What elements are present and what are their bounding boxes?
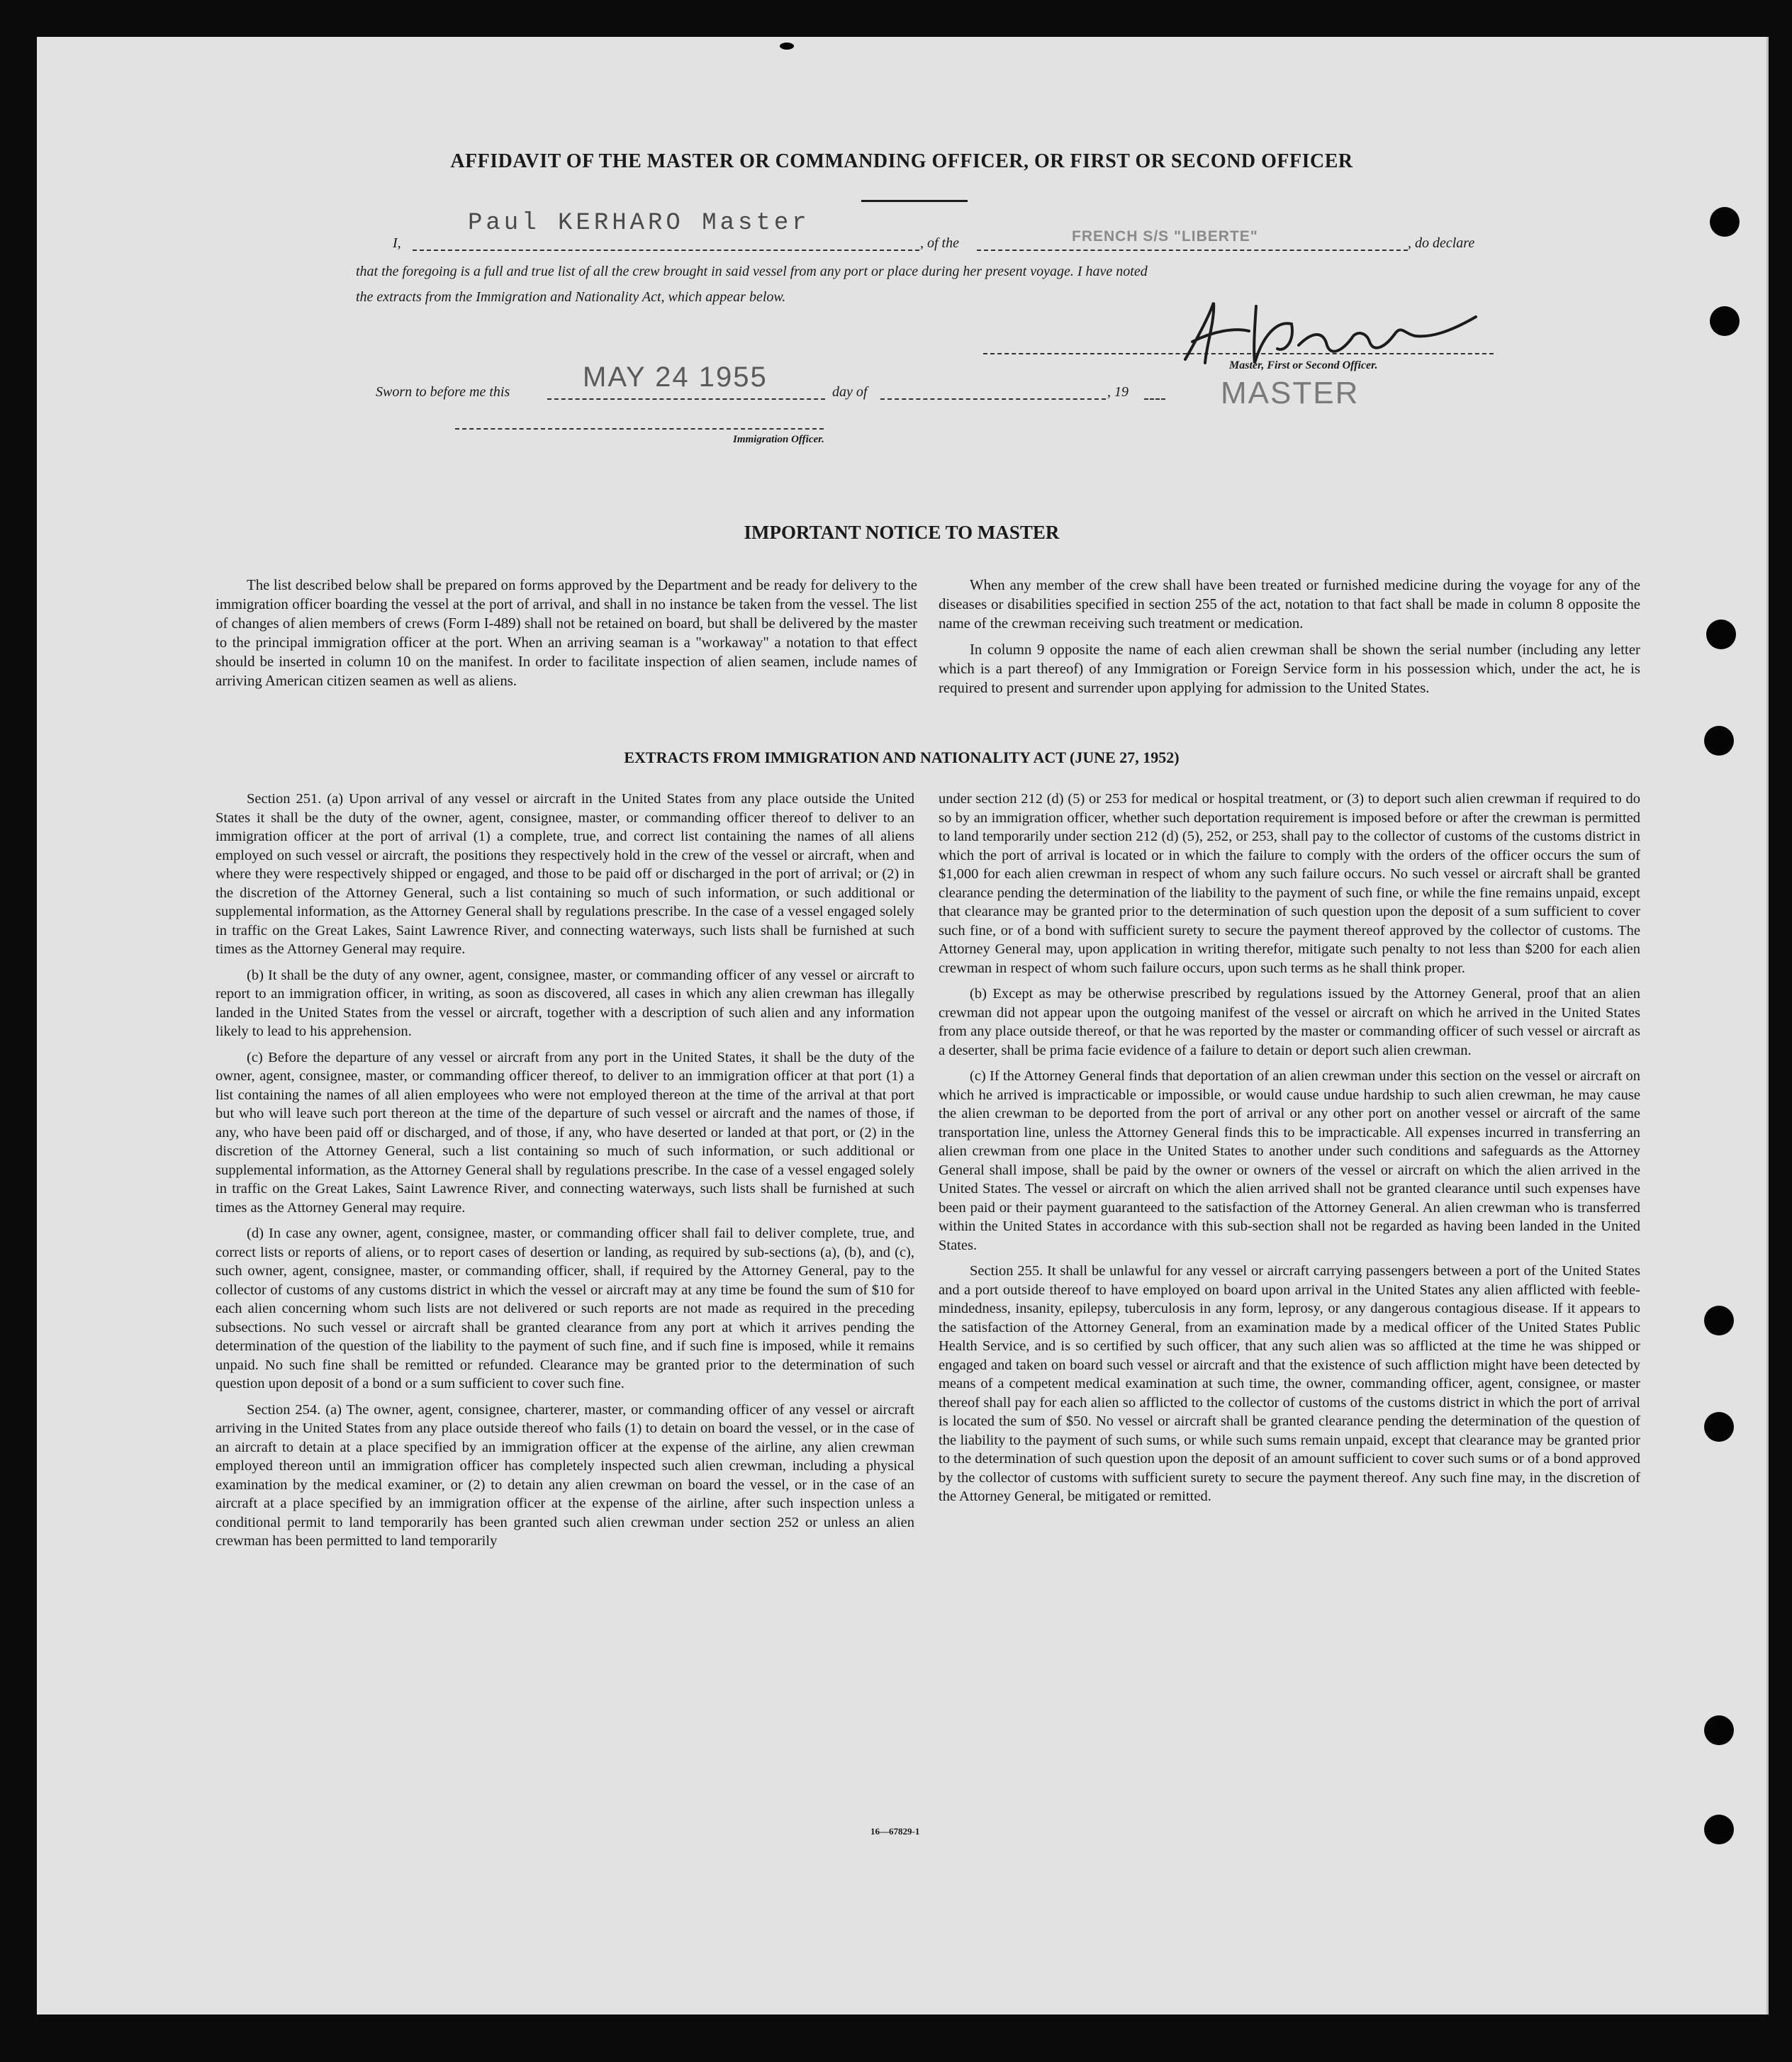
binder-hole (1704, 1306, 1734, 1335)
section-254-c: (c) If the Attorney General finds that deportation of an alien crewman under this section on the vessel or aircraft on which he arrived is impracticable or impossible, or would cause undue hardship to such alien crewman, he may cause the alien crewman to be deported from the port of arrival or any other port on another vessel or aircraft of the same transportation line, unless the Attorney General finds this to be impracticable. All expenses incurred in transferring an alien crewman from one place in the United States to another under such conditions and safeguards as the Attorney General shall impose, shall be paid by the owner or owners of the vessel or aircraft on which the alien arrived in the United States. The vessel or aircraft on which the alien arrived shall not be granted clearance until such expenses have been paid or their payment guaranteed to the satisfaction of the Attorney General. An alien crewman who is transferred within the United States in accordance with this sub-section shall not be regarded as having been landed in the United States. (939, 1068, 1640, 1253)
i-label: I, (393, 235, 401, 251)
master-name-line (413, 250, 919, 251)
section-254-a: Section 254. (a) The owner, agent, consignee, charterer, master, or commanding officer of any vessel or aircraft arriving in the United States from any place outside thereof who fails (1) to detain on board the vessel, or in the case of an aircraft to detain at a place specified by an immigration officer at the expense of the airline, any alien crewman employed thereon until an immigration officer has completely inspected such alien crewman, including a physical examination by the medical examiner, or (2) to detain any alien crewman on board the vessel, or in the case of an aircraft at a place specified by an immigration officer at the expense of the airline, after such inspection unless a conditional permit to land temporarily has been granted such alien crewman under section 252 or unless an alien crewman has been permitted to land temporarily (215, 1401, 914, 1549)
vessel-line (977, 250, 1408, 251)
notice-left-column (215, 576, 917, 697)
binder-hole (1710, 207, 1740, 237)
notice-right-column (939, 576, 1640, 705)
section-251-a: Section 251. (a) Upon arrival of any vessel or aircraft in the United States from any place outside the United States it shall be the duty of the owner, agent, consignee, master, or commanding officer thereof to deliver to an immigration officer at the port of arrival (1) a complete, true, and correct list containing the names of all aliens employed on such vessel or aircraft, the positions they respectively hold in the crew of the vessel or aircraft, when and where they were respectively shipped or engaged, and those to be paid off or discharged in the port of arrival; or (2) in the discretion of the Attorney General, such a list containing so much of such information, or such additional or supplemental information, as the Attorney General shall by regulations prescribe. In the case of a vessel engaged solely in traffic on the Great Lakes, Saint Lawrence River, and connecting waterways, such lists shall be furnished at such times as the Attorney General may require. (215, 791, 914, 957)
section-251-d: (d) In case any owner, agent, consignee, master, or commanding officer shall fail to deliver complete, true, and correct lists or reports of aliens, or to report cases of desertion or landing, as required by sub-sections (a), (b), and (c), such owner, agent, consignee, master, or commanding officer, shall, if required by the Attorney General, pay to the collector of customs of any customs district in which the vessel or aircraft may at any time be found the sum of $10 for each alien concerning whom such lists are not delivered or such reports are not made as required in the preceding subsections. No such vessel or aircraft shall be granted clearance from any port at which it arrives pending the determination of the question of the liability to the payment of such fine, and if such fine is imposed, while it remains unpaid. No such fine shall be remitted or refunded. Clearance may be granted prior to the determination of such question upon deposit of a bond or a sum sufficient to cover such fine. (215, 1226, 914, 1391)
year-label: , 19 (1107, 384, 1129, 400)
do-declare-label: , do declare (1408, 235, 1475, 251)
year-line (1144, 398, 1165, 400)
page-fold (1766, 37, 1769, 2015)
section-251-c: (c) Before the departure of any vessel or aircraft from any port in the United States, it shall be the duty of the owner, agent, consignee, master, or commanding officer thereof, to deliver to an immigration officer at that port (1) a list containing the names of all alien employees who were not employed thereon at the time of the arrival at that port but who will leave such port thereon at the time of the departure of such vessel or aircraft and the names of those, if any, who have been paid off or discharged, and of those, if any, who have deserted or landed at that port, or (2) in the discretion of the Attorney General, such a list containing so much of such information, or such additional or supplemental information, as the Attorney General shall by regulations prescribe. In the case of a vessel engaged solely in traffic on the Great Lakes, Saint Lawrence River, and connecting waterways, such lists shall be furnished at such times as the Attorney General may require. (215, 1049, 914, 1216)
document-page (37, 37, 1766, 2015)
sworn-date-stamp: MAY 24 1955 (583, 362, 768, 393)
of-the-label: , of the (920, 235, 959, 251)
section-251-b: (b) It shall be the duty of any owner, agent, consignee, master, or commanding officer of any vessel or aircraft to report to an immigration officer, in writing, as soon as discovered, all cases in which any alien crewman has illegally landed in the United States from the vessel or aircraft, together with a description of such alien and any information likely to lead to his apprehension. (215, 967, 914, 1039)
binder-hole (1704, 1815, 1734, 1844)
immigration-officer-line (455, 428, 824, 430)
scan-speck (780, 43, 794, 50)
section-255: Section 255. It shall be unlawful for any vessel or aircraft carrying passengers between a port of the United States and a port outside thereof to have employed on board upon arrival in the United States any alien afflicted with feeble-mindedness, insanity, epilepsy, tuberculosis in any form, leprosy, or any dangerous contagious disease. If it appears to the satisfaction of the Attorney General, from an examination made by a medical officer of the United States Public Health Service, and is so certified by such officer, that any such alien was so afflicted at the time he was shipped or engaged and taken on board such vessel or aircraft and that the existence of such affliction might have been detected by means of a competent medical examination at such time, the owner, commanding officer, agent, consignee, or master thereof shall pay for each alien so afflicted to the collector of customs of the customs district in which the port of arrival is located the sum of $50. No vessel or aircraft shall be granted clearance pending the determination of the question of the liability to the payment of such sums, or while such sums remain unpaid, except that clearance may be granted prior to the determination of such question upon the deposit of an amount sufficient to cover such sums or of a bond approved by the collector of customs with sufficient surety to secure the payment thereof. Any such fine may, in the discretion of the Attorney General, be mitigated or remitted. (939, 1263, 1640, 1504)
title-rule (861, 200, 968, 202)
master-stamp: MASTER (1221, 376, 1360, 410)
extracts-heading: EXTRACTS FROM IMMIGRATION AND NATIONALITY ACT (JUNE 27, 1952) (624, 749, 1180, 766)
binder-hole (1710, 306, 1740, 336)
binder-hole (1704, 1715, 1734, 1745)
notice-left-paragraph: The list described below shall be prepared on forms approved by the Department and be ready for delivery to the immigration officer boarding the vessel at the port of arrival, and shall in no instance be taken from the vessel. The list of changes of alien members of crews (Form I-489) shall not be retained on board, but shall be delivered by the master to the principal immigration officer at the port. When an arriving seaman is a "workaway" a notation to that effect should be inserted in column 10 on the manifest. In order to facilitate inspection of alien seamen, include names of arriving American citizen seamen as well as aliens. (215, 577, 917, 689)
day-line (880, 398, 1106, 400)
binder-hole (1704, 726, 1734, 756)
extracts-left-column (215, 790, 914, 1558)
affidavit-statement-line-2: the extracts from the Immigration and Nationality Act, which appear below. (356, 289, 786, 305)
affidavit-title: AFFIDAVIT OF THE MASTER OR COMMANDING OFFICER, OR FIRST OR SECOND OFFICER (450, 150, 1353, 172)
signer-caption: Master, First or Second Officer. (1229, 359, 1378, 371)
affidavit-statement-line-1: that the foregoing is a full and true list of all the crew brought in said vessel from any port or place during her present voyage. I have noted (356, 264, 1148, 279)
immigration-officer-caption: Immigration Officer. (733, 434, 824, 445)
notice-heading: IMPORTANT NOTICE TO MASTER (744, 522, 1060, 543)
binder-hole (1704, 1412, 1734, 1442)
notice-right-paragraph-2: In column 9 opposite the name of each alien crewman shall be shown the serial number (including any letter which is a part thereof) of any Immigration or Foreign Service form in his possession which, under the act, he is required to present and surrender upon applying for admission to the United States. (939, 641, 1640, 696)
sworn-date-line (547, 398, 825, 400)
section-254-a-continued: under section 212 (d) (5) or 253 for medical or hospital treatment, or (3) to deport such alien crewman if required to do so by an immigration officer, whether such deportation requirement is imposed before or after the crewman is permitted to land temporarily under section 212 (d) (5), 252, or 253, shall pay to the collector of customs of the customs district in which the port of arrival is located or in which the failure to comply with the orders of the officer occurs the sum of $1,000 for each alien crewman in respect of whom any such failure occurs. No such vessel or aircraft shall be granted clearance pending the determination of the liability to the payment of such fine, or while the fine remains unpaid, except that clearance may be granted prior to the determination of such question upon the deposit of a sum sufficient to cover such fine, or of a bond with sufficient surety to secure the payment thereof approved by the collector of customs. The Attorney General may, upon application in writing therefor, mitigate such penalty to not less than $200 for each alien crewman in respect of whom such failure occurs, upon such terms as he shall think proper. (939, 791, 1640, 976)
section-254-b: (b) Except as may be otherwise prescribed by regulations issued by the Attorney General, proof that an alien crewman did not appear upon the outgoing manifest of the vessel or aircraft on which he arrived in the United States from any place outside thereof, or that he was reported by the master or commanding officer of such vessel or aircraft as a deserter, shall be prima facie evidence of a failure to detain or deport such alien crewman. (939, 986, 1640, 1058)
form-number: 16—67829-1 (870, 1826, 920, 1837)
sworn-label: Sworn to before me this (376, 384, 510, 400)
binder-hole (1706, 620, 1736, 649)
extracts-right-column (939, 790, 1640, 1513)
master-name-value: Paul KERHARO Master (468, 210, 810, 237)
notice-right-paragraph-1: When any member of the crew shall have been treated or furnished medicine during the voyage for any of the diseases or disabilities specified in section 255 of the act, notation to that fact shall be made in column 8 opposite the name of the crewman receiving such treatment or medication. (939, 577, 1640, 632)
vessel-value: FRENCH S/S "LIBERTE" (1072, 228, 1258, 245)
day-of-label: day of (832, 384, 868, 400)
